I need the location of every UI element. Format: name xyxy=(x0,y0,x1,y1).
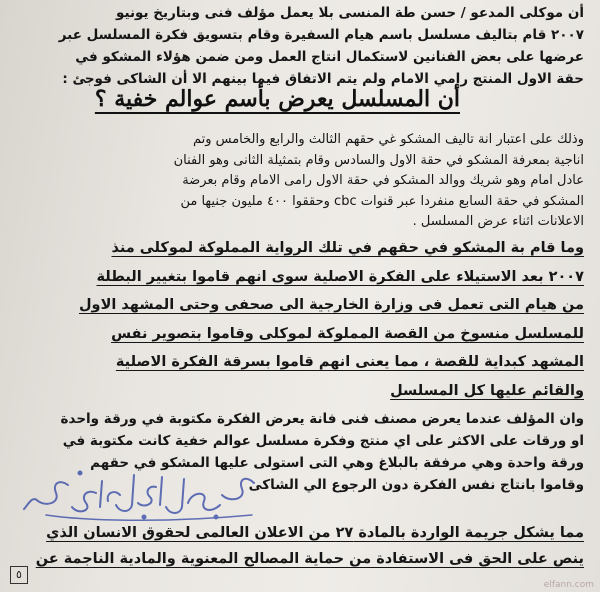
text-line: من هيام التى تعمل فى وزارة الخارجية الى صحفى وحتى المشهد الاول xyxy=(78,297,584,313)
text-line: عادل امام وهو شريك ووالد المشكو في حقة الاول رامى الامام وقام بعرضة xyxy=(182,173,584,188)
section-heading: أن المسلسل يعرض بأسم عوالم خفية ؟ xyxy=(94,86,460,112)
text-line: المشكو في حقة السابع منفردا عبر قنوات cbc وحققوا ٤٠٠ مليون جنيها من xyxy=(180,193,584,209)
text-line: وقاموا بانتاج نفس الفكرة دون الرجوع الي الشاكى xyxy=(248,477,584,493)
text-line: اناجية بمعرفة المشكو في حقة الاول والسادس وقام بتمثيلة الثانى وهو الفنان xyxy=(173,152,584,168)
text-line: حقة الاول المنتج رامي الامام ولم يتم الاتفاق فيما بينهم الا أن الشاكى فوجئ : xyxy=(62,71,584,87)
text-line: ٢٠٠٧ قام بتاليف مسلسل باسم هيام السفيرة وقام بتسويق فكرة المسلسل عبر xyxy=(58,27,584,43)
text-line: عرضها على بعض الفنانين لاستكمال انتاج العمل ومن ضمن هؤلاء المشكو في xyxy=(75,49,584,65)
text-line: مما يشكل جريمة الواردة بالمادة ٢٧ من الاعلان العالمى لحقوق الانسان الذي xyxy=(46,525,584,541)
text-line: او ورقات على الاكثر على اي منتج وفكرة مسلسل عوالم خفية كانت مكتوبة في xyxy=(62,433,584,449)
text-line: أن موكلى المدعو / حسن طة المنسى بلا يعمل مؤلف فنى وبتاريخ يونيو xyxy=(116,5,584,21)
lawyer-signature xyxy=(16,465,266,527)
emphasis-paragraph-2 xyxy=(20,520,584,572)
emphasis-paragraph-1 xyxy=(20,234,584,405)
text-line: للمسلسل منسوخ من القصة المملوكة لموكلى وقاموا بتصوير نفس xyxy=(111,325,584,342)
body-paragraph-1 xyxy=(20,130,584,233)
text-line: ينص على الحق فى الاستفادة من حماية المصالح المعنوية والمادية الناجمة عن xyxy=(35,551,584,567)
text-line: الاعلانات اثناء عرض المسلسل . xyxy=(412,214,584,229)
top-paragraph xyxy=(20,2,584,90)
text-line: والقائم عليها كل المسلسل xyxy=(390,382,584,399)
page-number: ٥ xyxy=(10,566,28,584)
text-line: وذلك على اعتبار انة تاليف المشكو غي حقهم الثالث والرابع والخامس وتم xyxy=(192,132,584,147)
text-line: وما قام بة المشكو في حقهم في تلك الرواية المملوكة لموكلى منذ xyxy=(111,240,584,256)
text-line: ورقة واحدة وهي مرفقة بالبلاغ وهي التى استولى عليها المشكو في حقهم xyxy=(90,455,584,471)
text-line: وان المؤلف عندما يعرض مصنف فنى فانة يعرض الفكرة مكتوبة في ورقة واحدة xyxy=(60,411,584,427)
site-watermark: elfann.com xyxy=(543,580,594,590)
text-line: ٢٠٠٧ بعد الاستيلاء على الفكرة الاصلية سوى انهم قاموا بتغيير البطلة xyxy=(96,268,584,285)
text-line: المشهد كبداية للقصة ، مما يعنى انهم قاموا بسرقة الفكرة الاصلية xyxy=(115,354,584,370)
